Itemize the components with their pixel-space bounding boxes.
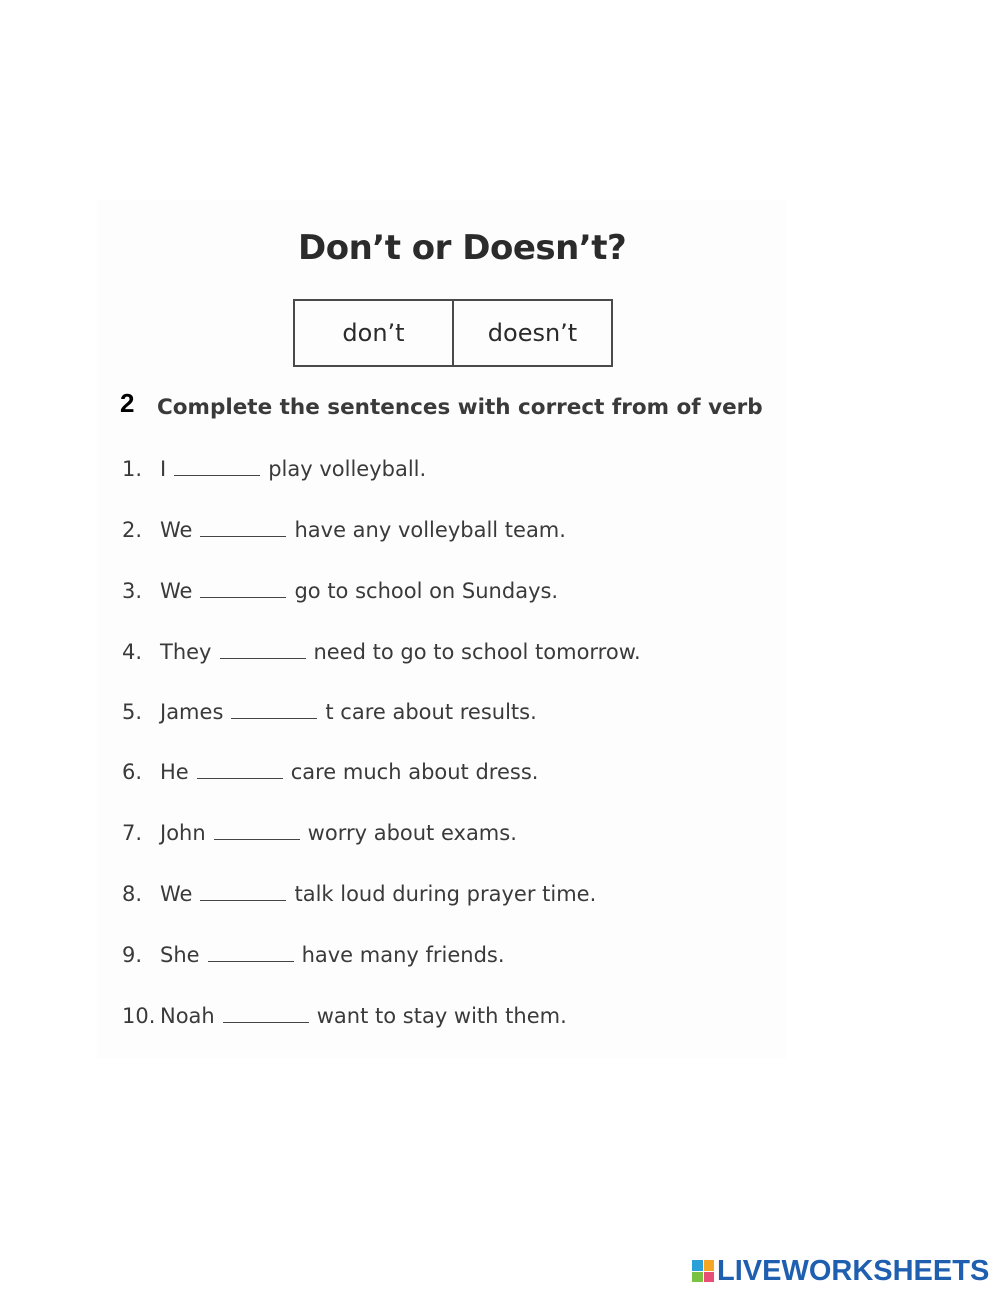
word-box-option: don’t [342,319,405,347]
item-number: 4. [122,640,143,664]
answer-blank[interactable] [200,882,286,901]
item-number: 7. [122,821,143,845]
exercise-number: 2 [120,388,135,418]
sentence-item [122,821,517,851]
brand-name: LIVEWORKSHEETS [717,1254,990,1287]
item-rest: have any volleyball team. [294,518,566,542]
answer-blank[interactable] [197,760,283,779]
liveworksheets-logo[interactable] [692,1256,989,1286]
exercise-instruction: Complete the sentences with correct from of verb [157,395,763,420]
sentence-item [122,882,596,912]
item-number: 5. [122,700,143,724]
item-number: 2. [122,518,143,542]
item-rest: go to school on Sundays. [294,579,559,603]
item-number: 3. [122,579,143,603]
sentence-item [122,700,537,730]
sentence-item [122,579,558,609]
sentence-item [122,1004,567,1034]
item-rest: want to stay with them. [316,1004,567,1028]
item-subject: They [160,640,212,664]
answer-blank[interactable] [214,821,300,840]
item-subject: We [160,518,193,542]
word-box-option: doesn’t [452,301,611,365]
item-subject: I [160,457,167,481]
item-rest: play volleyball. [268,457,427,481]
item-subject: James [160,700,224,724]
word-box [293,299,613,367]
item-number: 1. [122,457,143,481]
answer-blank[interactable] [231,700,317,719]
answer-blank[interactable] [200,579,286,598]
worksheet-title: Don’t or Doesn’t? [298,228,627,268]
liveworksheets-logo-icon [692,1260,714,1282]
answer-blank[interactable] [200,518,286,537]
item-rest: have many friends. [301,943,505,967]
sentence-item [122,943,505,973]
sentence-item [122,640,641,670]
answer-blank[interactable] [174,457,260,476]
item-rest: need to go to school tomorrow. [313,640,641,664]
item-rest: care much about dress. [290,760,539,784]
item-subject: John [160,821,206,845]
item-rest: t care about results. [325,700,537,724]
item-rest: talk loud during prayer time. [294,882,597,906]
sentence-item [122,518,566,548]
answer-blank[interactable] [220,640,306,659]
sentence-item [122,457,426,487]
sentence-item [122,760,538,790]
item-subject: We [160,882,193,906]
answer-blank[interactable] [208,943,294,962]
item-number: 6. [122,760,143,784]
item-subject: We [160,579,193,603]
answer-blank[interactable] [223,1004,309,1023]
item-number: 8. [122,882,143,906]
item-subject: She [160,943,200,967]
item-subject: He [160,760,189,784]
item-subject: Noah [160,1004,215,1028]
item-number: 10. [122,1004,156,1028]
item-number: 9. [122,943,143,967]
item-rest: worry about exams. [307,821,517,845]
